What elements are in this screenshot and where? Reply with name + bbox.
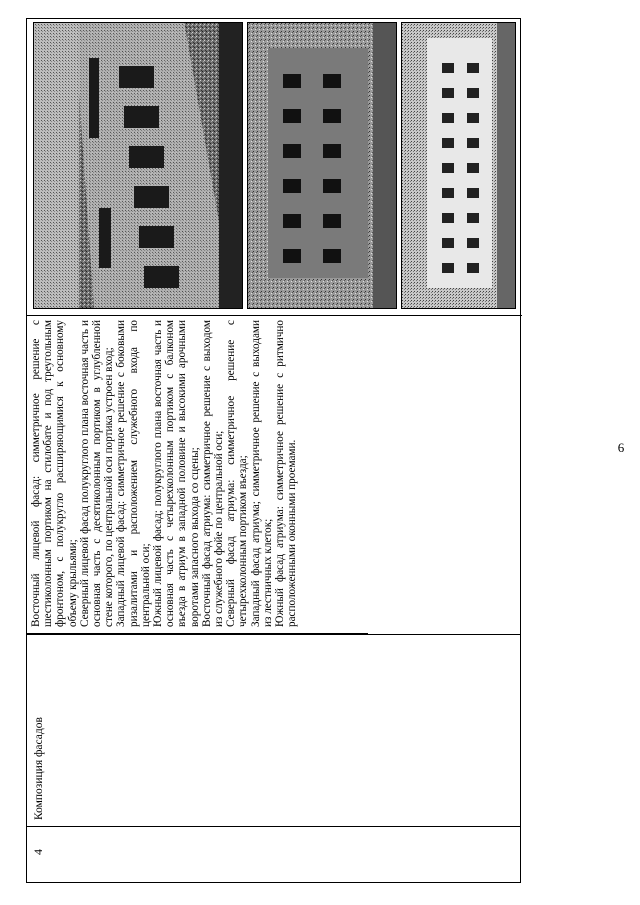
photo-east-facade [33,22,243,309]
row-number: 4 [31,849,45,855]
row-title: Композиция фасадов [33,717,45,820]
building-photo-3 [402,22,516,308]
desc-east: Восточный лицевой фасад: симметричное решение с шестиколонным портиком на стилобате и под треугольным фронтоном, с полукругло расширяющимися к основному объему крыльями; [30,320,79,627]
desc-north: Северный лицевой фасад полукруглого плана восточная часть и основная часть с десятиколонным портиком в углубленной стене которого, по центральной оси портика устроен вход; [78,320,116,627]
photos-column [27,17,522,316]
desc-atrium-north: Северный фасад атриума: симметричное решение с четырехколонным портиком въезда; [225,320,250,627]
rotated-table-stage [26,18,556,883]
col-title [27,634,520,826]
facade-table [26,18,521,883]
facade-description [27,316,368,634]
building-photo-1 [34,22,243,308]
desc-atrium-east: Восточный фасад атриума: симметричное решение с выходом из служебного фойе по центральной оси; [200,320,226,627]
desc-atrium-west: Западный фасад атриума; симметричное решение с выходами из лестничных клеток; [249,320,274,627]
page-number: 6 [617,440,625,455]
photo-atrium-facade [401,22,516,309]
photo-north-facade [247,22,397,309]
desc-atrium-south: Южный фасад атриума: симметричное решение с ритмично расположенными оконными проемами. [274,320,299,627]
desc-west: Западный лицевой фасад: симметричное решение с боковыми ризалитами и расположением служебного входа по центральной оси; [115,320,152,627]
building-photo-2 [248,22,397,308]
col-number [27,826,520,882]
desc-south: Южный лицевой фасад; полукруглого плана восточная часть и основная часть с четырехколонным портиком с балконом въезда в атриум в западной половине и высокими арочными воротами запасного выхода со сцены; [152,320,201,627]
